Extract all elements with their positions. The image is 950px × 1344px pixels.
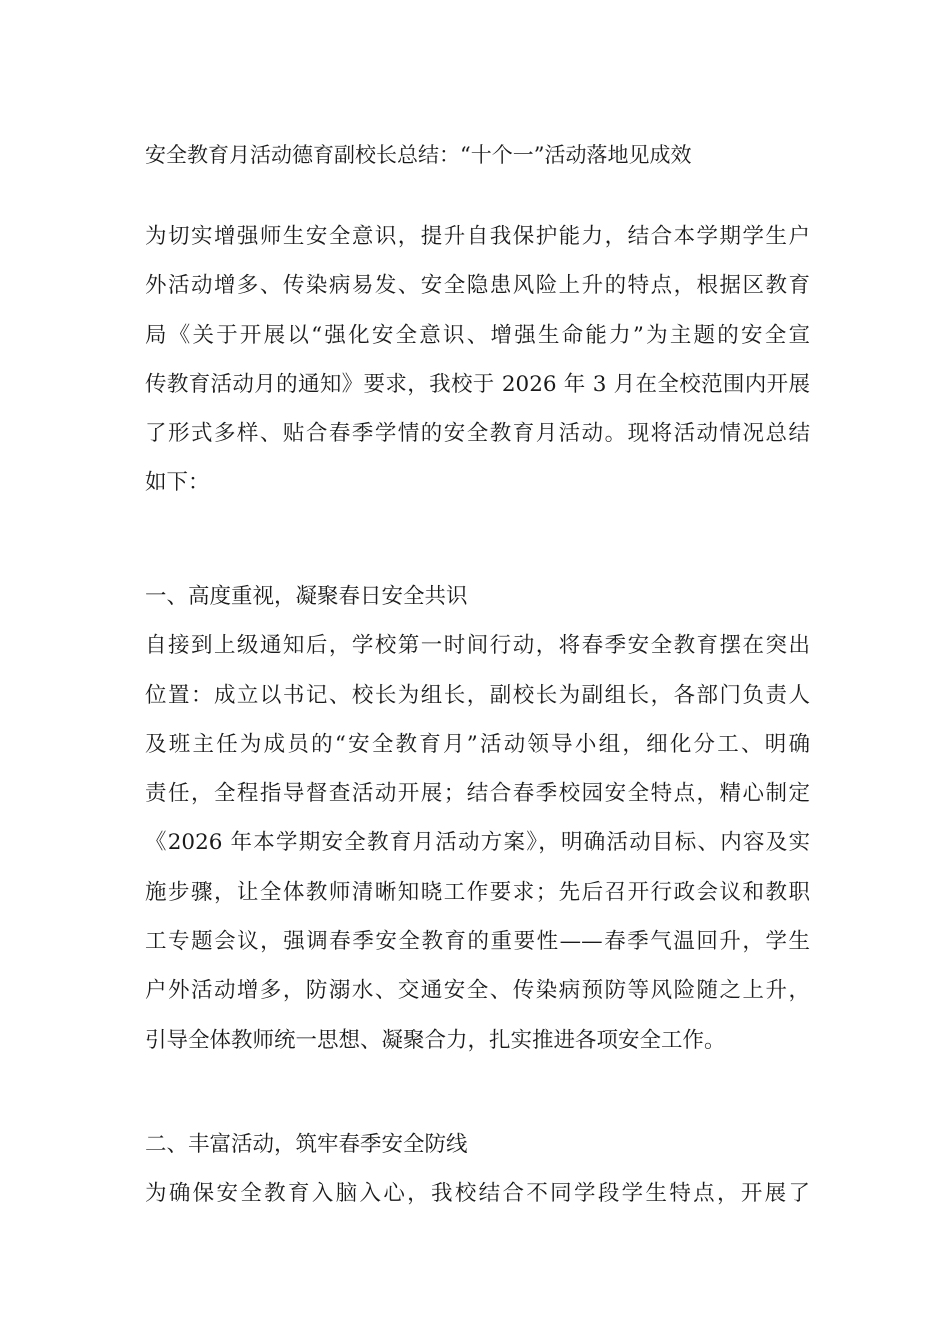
- section-1-line: 责任，全程指导督查活动开展；结合春季校园安全特点，精心制定: [145, 781, 810, 807]
- section-1-line: 引导全体教师统一思想、凝聚合力，扎实推进各项安全工作。: [145, 1027, 726, 1053]
- section-1-line: 《2026 年本学期安全教育月活动方案》，明确活动目标、内容及实: [145, 830, 810, 856]
- section-1-line: 自接到上级通知后，学校第一时间行动，将春季安全教育摆在突出: [145, 633, 810, 659]
- intro-line: 外活动增多、传染病易发、安全隐患风险上升的特点，根据区教育: [145, 273, 810, 299]
- intro-line: 了形式多样、贴合春季学情的安全教育月活动。现将活动情况总结: [145, 421, 810, 447]
- intro-line: 传教育活动月的通知》要求，我校于 2026 年 3 月在全校范围内开展: [145, 371, 810, 397]
- intro-line: 局《关于开展以“强化安全意识、增强生命能力”为主题的安全宣: [145, 322, 810, 348]
- section-2-line: 为确保安全教育入脑入心，我校结合不同学段学生特点，开展了: [145, 1181, 810, 1207]
- section-1-line: 及班主任为成员的“安全教育月”活动领导小组，细化分工、明确: [145, 731, 810, 757]
- section-1-heading: 一、高度重视，凝聚春日安全共识: [145, 584, 468, 609]
- section-2: [145, 1120, 810, 1219]
- section-1-line: 工专题会议，强调春季安全教育的重要性——春季气温回升，学生: [145, 929, 810, 955]
- section-1-line: 位置：成立以书记、校长为组长，副校长为副组长，各部门负责人: [145, 682, 810, 708]
- intro-line: 为切实增强师生安全意识，提升自我保护能力，结合本学期学生户: [145, 224, 810, 249]
- intro-line: 如下：: [145, 470, 210, 496]
- section-2-heading: 二、丰富活动，筑牢春季安全防线: [145, 1132, 468, 1157]
- document-title: 安全教育月活动德育副校长总结：“十个一”活动落地见成效: [145, 143, 692, 167]
- section-1-line: 施步骤，让全体教师清晰知晓工作要求；先后召开行政会议和教职: [145, 879, 810, 905]
- section-1: [145, 572, 810, 1065]
- section-1-line: 户外活动增多，防溺水、交通安全、传染病预防等风险随之上升，: [145, 978, 810, 1004]
- intro-paragraph: [145, 212, 810, 508]
